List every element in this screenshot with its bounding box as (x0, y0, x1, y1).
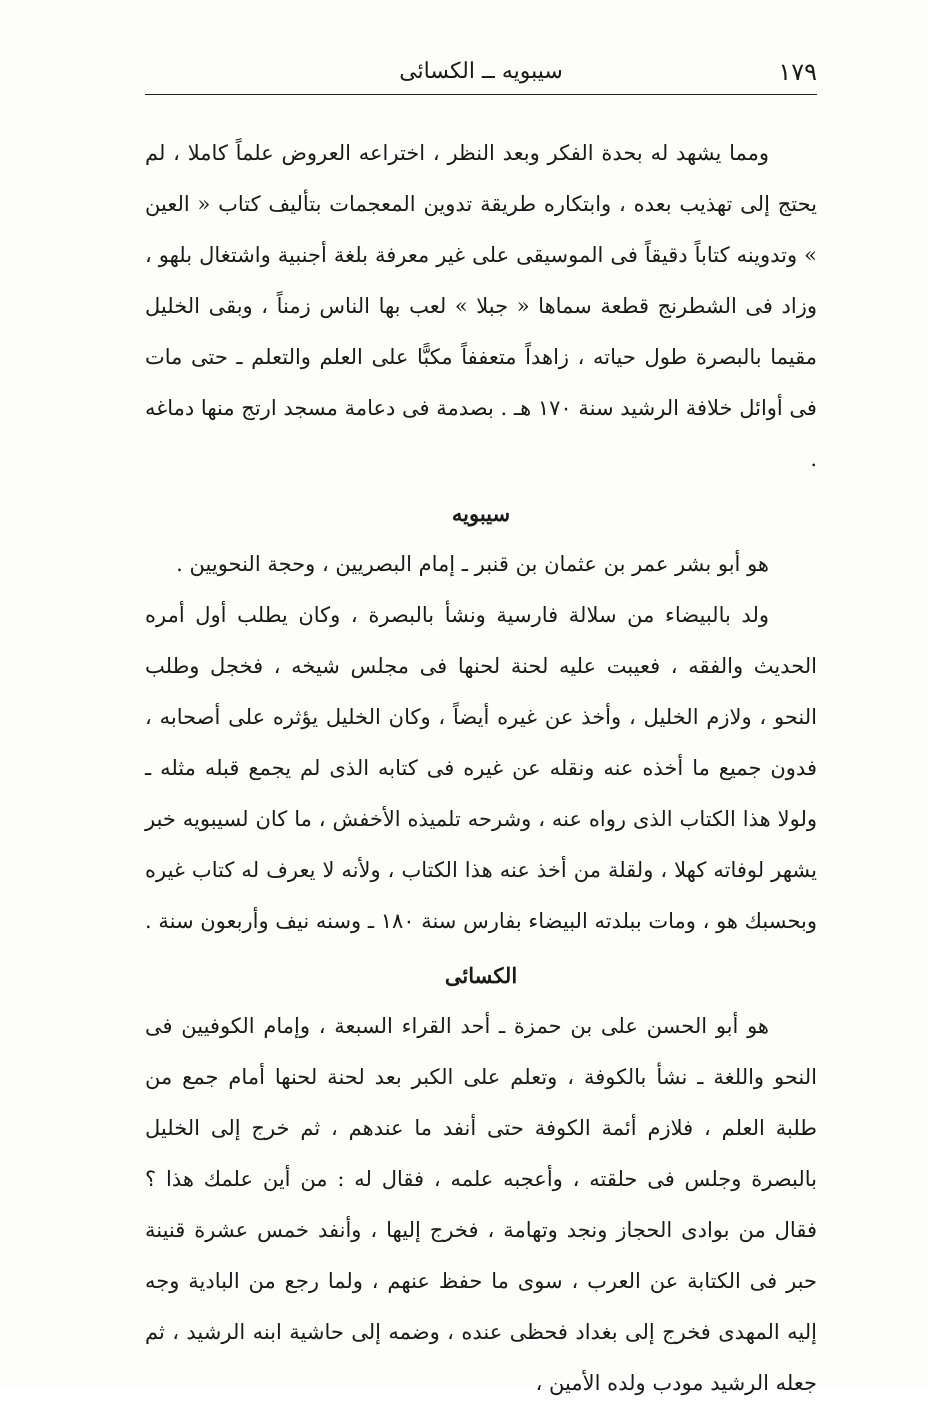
sibawayh-paragraph-name: هو أبو بشر عمر بن عثمان بن قنبر ـ إمام البصريين ، وحجة النحويين . (176, 552, 769, 576)
kisai-paragraph-biography: هو أبو الحسن على بن حمزة ـ أحد القراء السبعة ، وإمام الكوفيين فى النحو واللغة ـ نشأ بالكوفة ، وتعلم على الكبر بعد لحنة لحنها أمام جمع من طلبة العلم ، فلازم أئمة الكوفة حتى أنفد ما عندهم ، ثم خرج إلى الخليل بالبصرة وجلس فى حلقته ، وأعجبه علمه ، فقال له : من أين علمك هذا ؟ فقال من بوادى الحجاز ونجد وتهامة ، فخرج إليها ، وأنفد خمس عشرة قنينة حبر فى الكتابة عن العرب ، سوى ما حفظ عنهم ، ولما رجع من البادية وجه إليه المهدى فخرج إلى بغداد فحظى عنده ، وضمه إلى حاشية ابنه الرشيد ، ثم جعله الرشيد مودب ولده الأمين ، (145, 1014, 817, 1395)
page-number: ١٧٩ (778, 58, 817, 86)
section-heading-kisai: الكسائى (444, 963, 518, 988)
running-title: سيبويه ــ الكسائى (399, 59, 563, 84)
khalil-closing-paragraph: ومما يشهد له بحدة الفكر وبعد النظر ، اختراعه العروض علماً كاملا ، لم يحتج إلى تهذيب بعده ، وابتكاره طريقة تدوين المعجمات بتأليف كتاب « العين » وتدوينه كتاباً دقيقاً فى الموسيقى على غير معرفة بلغة أجنبية واشتغال بلهو ، وزاد فى الشطرنج قطعة سماها « جبلا » لعب بها الناس زمناً ، وبقى الخليل مقيما بالبصرة طول حياته ، زاهداً متعففاً مكبًّا على العلم والتعلم ـ حتى مات فى أوائل خلافة الرشيد سنة ١٧٠ هـ . بصدمة فى دعامة مسجد ارتج منها دماغه . (145, 141, 817, 471)
header-rule (145, 94, 817, 95)
section-heading-sibawayh: سيبويه (451, 501, 511, 526)
main-text (145, 128, 817, 1409)
sibawayh-paragraph-biography: ولد بالبيضاء من سلالة فارسية ونشأ بالبصرة ، وكان يطلب أول أمره الحديث والفقه ، فعيبت عليه لحنة لحنها فى مجلس شيخه ، فخجل وطلب النحو ، ولازم الخليل ، وأخذ عن غيره أيضاً ، وكان الخليل يؤثره على أصحابه ، فدون جميع ما أخذه عنه ونقله عن غيره فى كتابه الذى لم يجمع قبله مثله ـ ولولا هذا الكتاب الذى رواه عنه ، وشرحه تلميذه الأخفش ، ما كان لسيبويه خبر يشهر لوفاته كهلا ، ولقلة من أخذ عنه هذا الكتاب ، ولأنه لا يعرف له كتاب غيره وبحسبك هو ، ومات ببلدته البيضاء بفارس سنة ١٨٠ ـ وسنه نيف وأربعون سنة . (145, 603, 817, 933)
running-header (145, 55, 817, 95)
